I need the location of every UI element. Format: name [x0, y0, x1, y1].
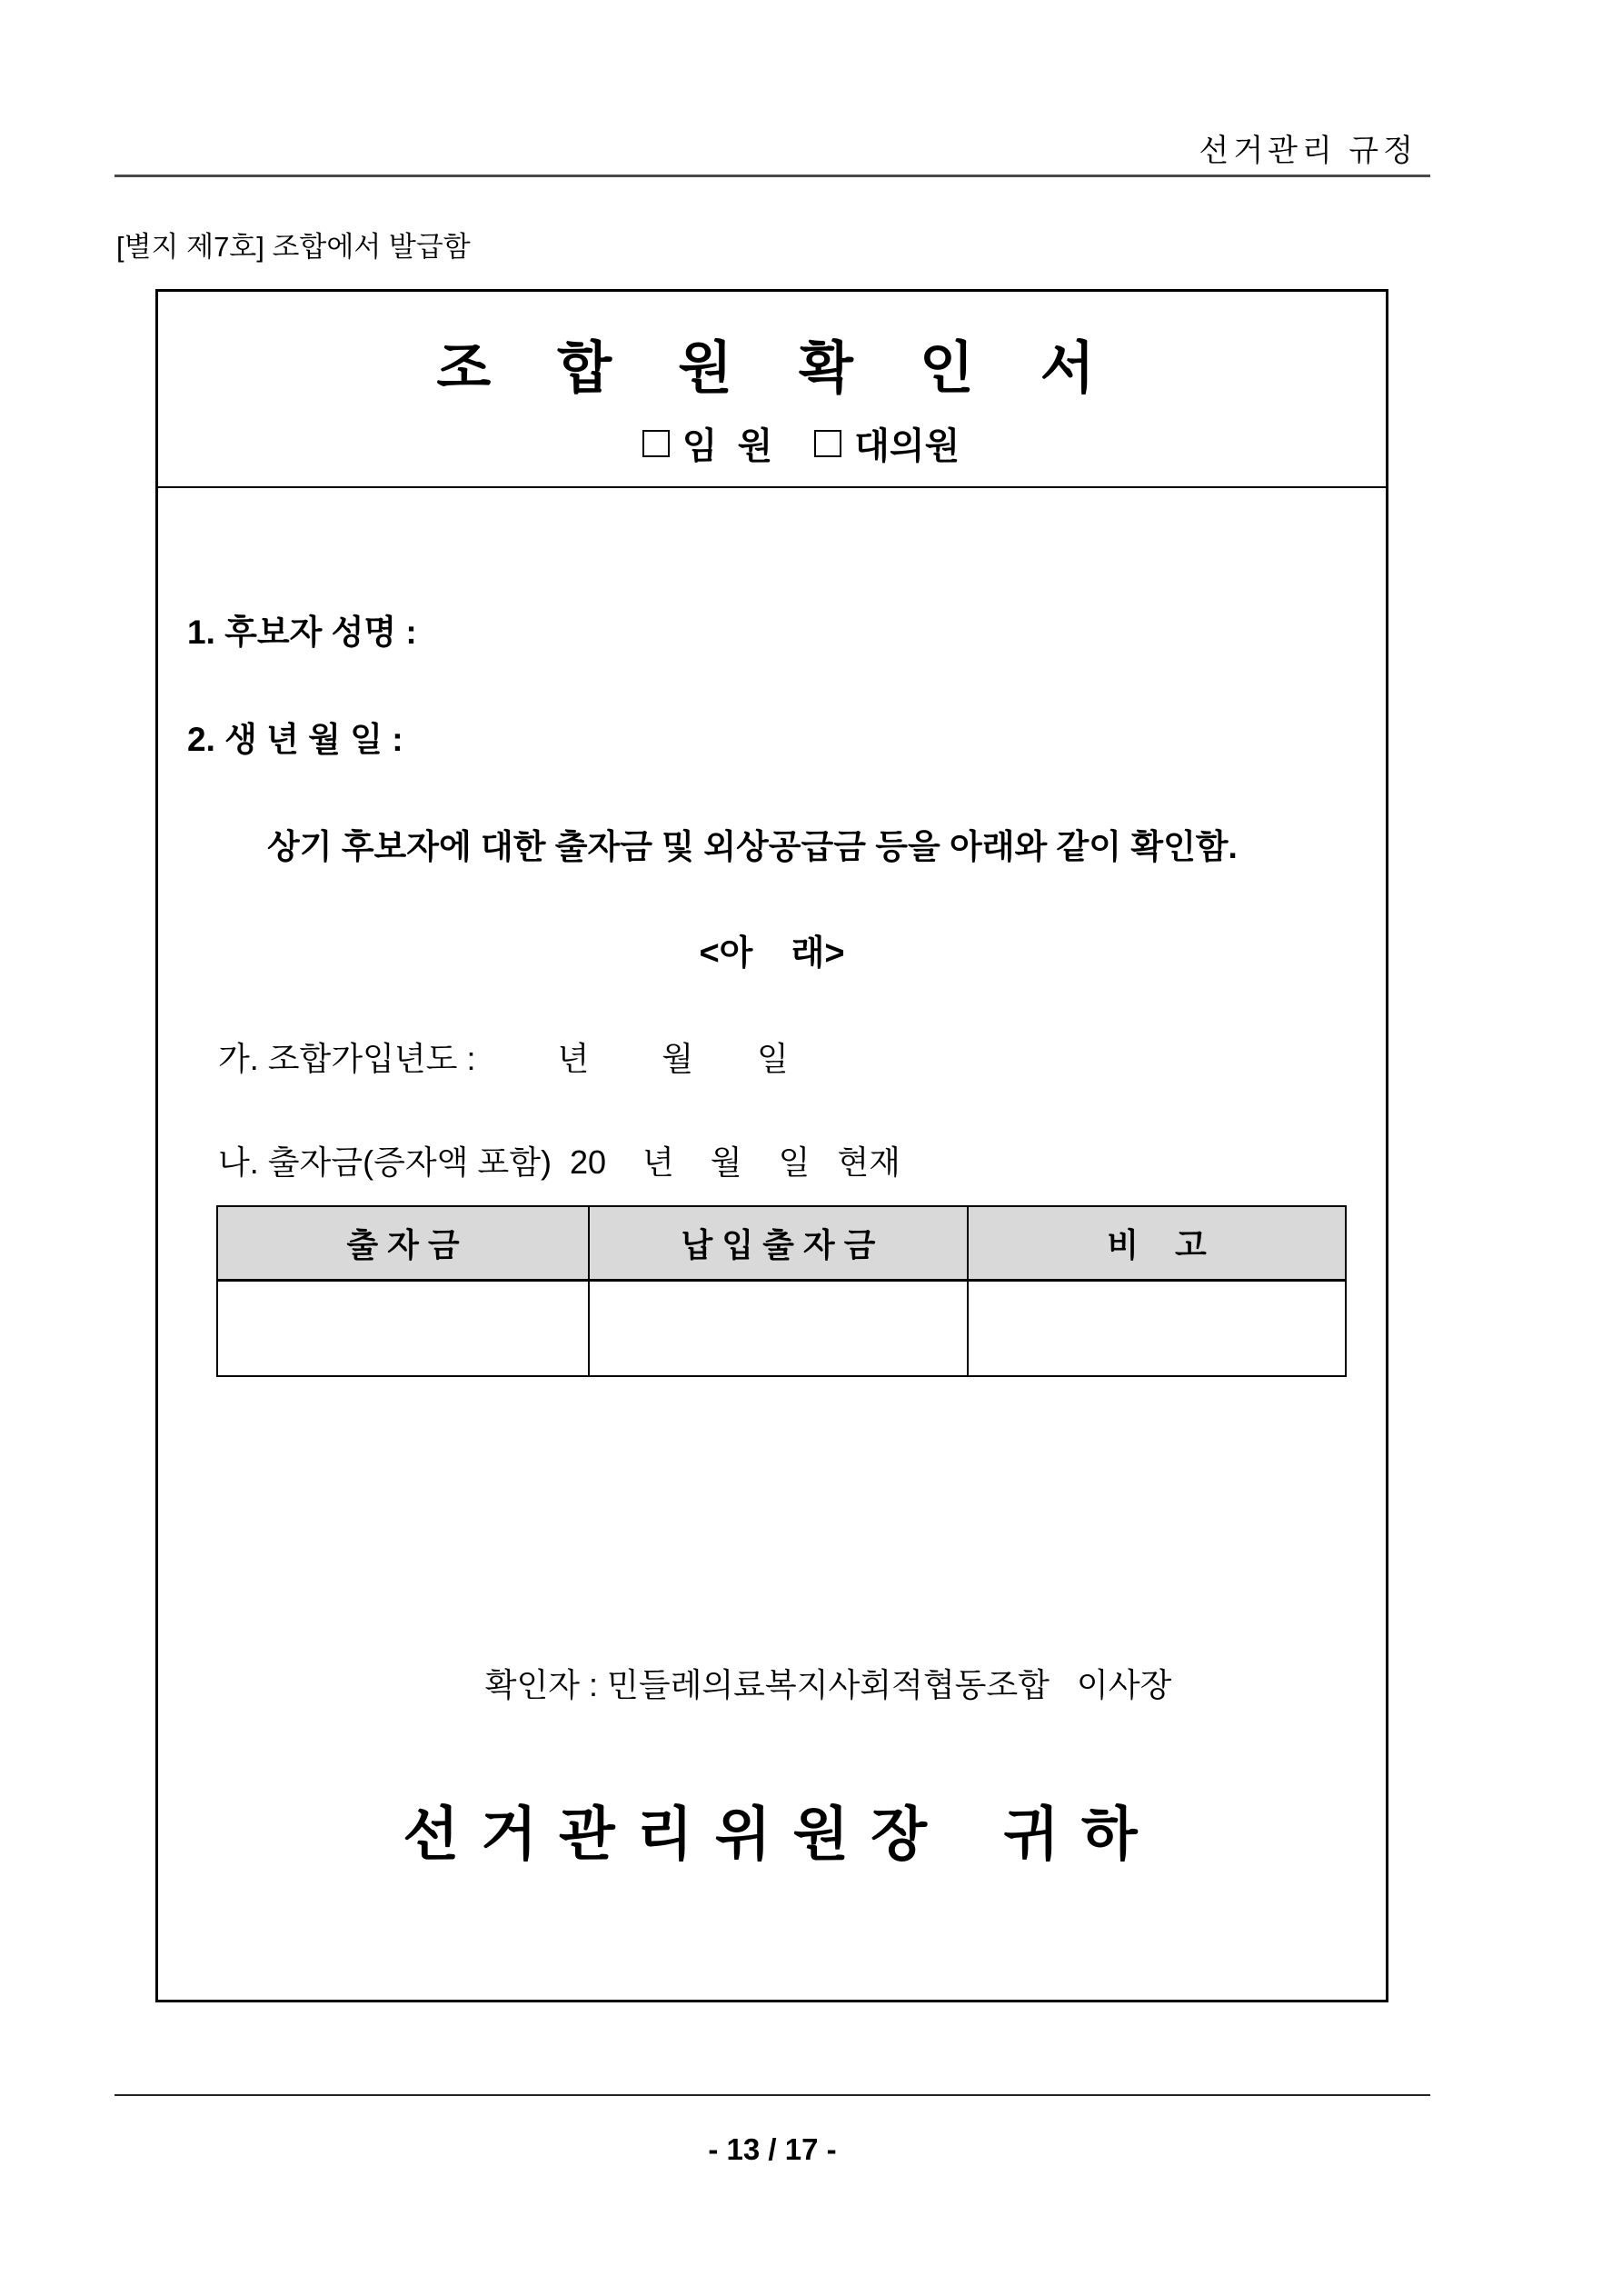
column-header-paid-contribution: 납 입 출 자 금	[589, 1206, 968, 1281]
candidate-name-field-label: 1. 후보자 성명 :	[187, 614, 417, 651]
delegate-checkbox[interactable]	[814, 430, 841, 457]
cell-contribution	[217, 1281, 589, 1377]
table-header-row	[217, 1206, 1346, 1281]
cell-remarks	[968, 1281, 1346, 1377]
cell-paid-contribution	[589, 1281, 968, 1377]
attachment-note: [별지 제7호] 조합에서 발급함	[116, 231, 471, 263]
regulation-header-title: 선거관리 규정	[1199, 135, 1418, 168]
form-title: 조 합 원 확 인 서	[436, 338, 1108, 400]
officer-checkbox[interactable]	[642, 430, 670, 457]
form-body	[158, 488, 1386, 1998]
delegate-checkbox-label: 대의원	[854, 426, 960, 466]
member-type-officer[interactable]	[642, 417, 773, 469]
member-type-delegate[interactable]	[814, 417, 960, 469]
join-year-line: 가. 조합가입년도 : 년 월 일	[218, 1040, 789, 1077]
column-header-remarks: 비 고	[968, 1206, 1346, 1281]
addressee-line: 선 거 관 리 위 원 장 귀 하	[403, 1802, 1141, 1867]
page-number: - 13 / 17 -	[708, 2132, 837, 2166]
header-rule	[114, 175, 1430, 177]
below-marker: <아 래>	[699, 934, 845, 973]
column-header-contribution: 출 자 금	[217, 1206, 589, 1281]
contribution-line: 나. 출자금(증자액 포함) 20 년 월 일 현재	[218, 1143, 901, 1181]
officer-checkbox-label: 임 원	[682, 426, 773, 466]
member-confirmation-form	[155, 289, 1388, 2002]
table-row	[217, 1281, 1346, 1377]
birth-date-field-label: 2. 생 년 월 일 :	[187, 721, 403, 758]
form-title-section	[158, 292, 1386, 488]
footer-rule	[114, 2094, 1430, 2096]
confirmer-line: 확인자 : 민들레의료복지사회적협동조합 이사장	[484, 1666, 1172, 1703]
confirmation-statement: 상기 후보자에 대한 출자금 및 외상공급금 등을 아래와 같이 확인함.	[267, 828, 1238, 865]
member-type-row	[187, 417, 1388, 469]
contribution-table	[216, 1205, 1347, 1377]
